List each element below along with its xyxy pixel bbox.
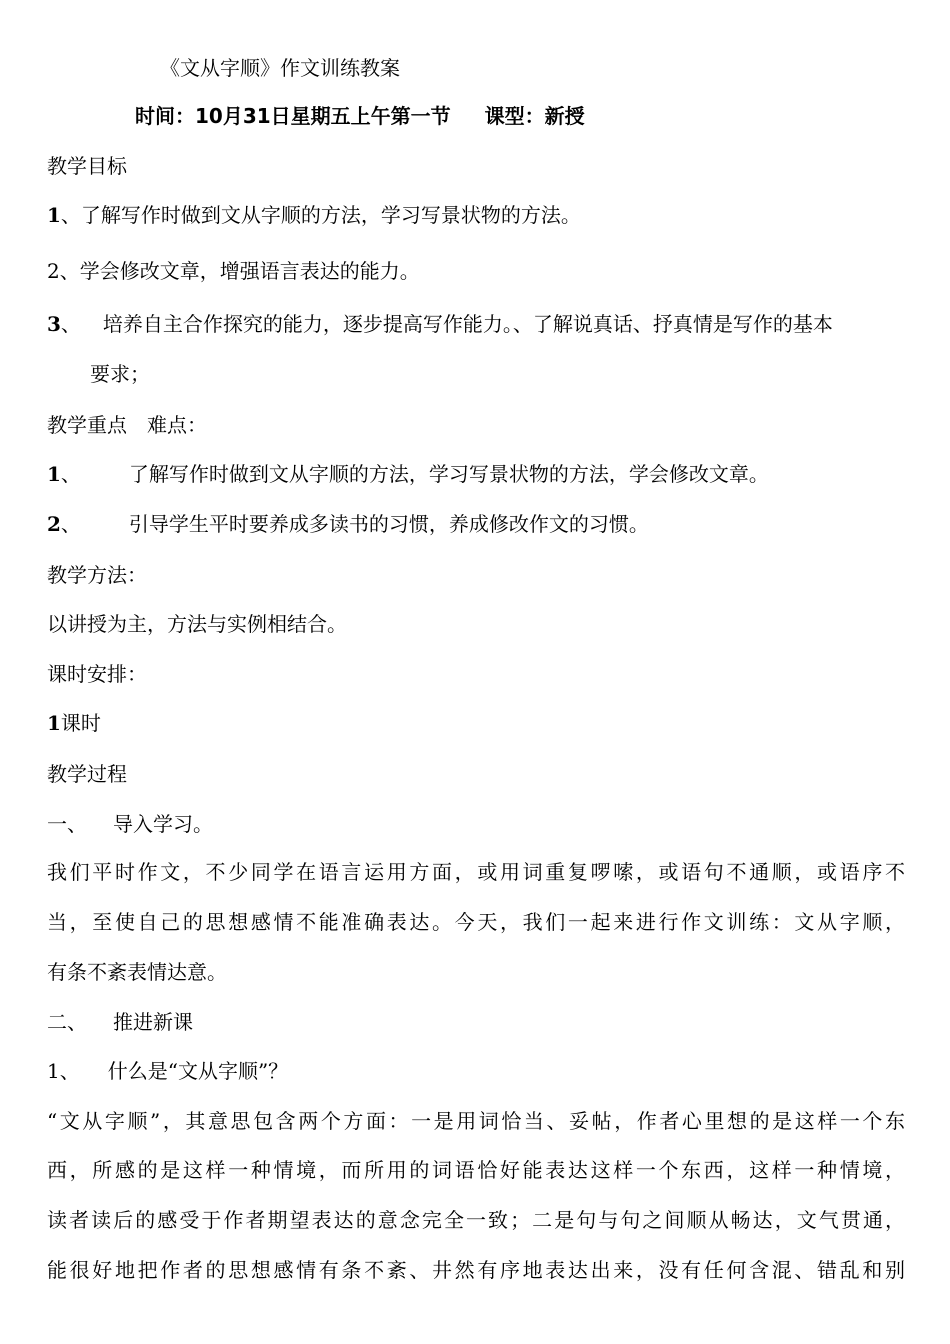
schedule-heading: 课时安排：: [47, 662, 147, 686]
explain-paragraph-line: 读者读后的感受于作者期望表达的意念完全一致；二是句与句之间顺从畅达，文气贯通，: [47, 1208, 905, 1232]
objective-separator: 、: [60, 203, 81, 227]
explain-paragraph-line: “文从字顺”，其意思包含两个方面：一是用词恰当、妥帖，作者心里想的是这样一个东: [47, 1109, 905, 1133]
objective-number: 1: [47, 203, 61, 227]
section-label: 一、: [47, 812, 87, 836]
lesson-type: 课型：新授: [484, 104, 585, 128]
objective-separator: 、: [59, 259, 80, 283]
section-title: 推进新课: [113, 1010, 193, 1034]
key-point-text: 引导学生平时要养成多读书的习惯，养成修改作文的习惯。: [128, 512, 649, 536]
section-2-heading: [47, 1008, 193, 1036]
explain-paragraph-line: 能很好地把作者的思想感情有条不紊、井然有序地表达出来，没有任何含混、错乱和别: [47, 1258, 905, 1282]
objective-text: 了解写作时做到文从字顺的方法，学习写景状物的方法。: [80, 203, 581, 227]
schedule-text: [47, 709, 101, 737]
method-text: 以讲授为主，方法与实例相结合。: [47, 612, 347, 636]
intro-paragraph-line: 当，至使自己的思想感情不能准确表达。今天，我们一起来进行作文训练：文从字顺，: [47, 910, 905, 934]
objective-text: 学会修改文章，增强语言表达的能力。: [79, 259, 420, 283]
objectives-heading: 教学目标: [47, 154, 127, 178]
key-point-item-1: [47, 460, 769, 488]
objective-item-3: [47, 310, 833, 338]
document-title: 《文从字顺》作文训练教案: [160, 56, 400, 80]
method-heading: 教学方法：: [47, 563, 147, 587]
explain-paragraph-line: 西，所感的是这样一种情境，而所用的词语恰好能表达这样一个东西，这样一种情境，: [47, 1158, 905, 1182]
objective-item-1: [47, 201, 581, 229]
key-point-number: 1: [47, 462, 61, 486]
schedule-number: 1: [47, 711, 61, 735]
section-1-heading: [47, 810, 213, 838]
key-point-text: 了解写作时做到文从字顺的方法，学习写景状物的方法，学会修改文章。: [128, 462, 769, 486]
subsection-title: 什么是“文从字顺”？: [107, 1059, 289, 1083]
process-heading: 教学过程: [47, 762, 127, 786]
objective-number: 3: [47, 312, 61, 336]
objective-separator: 、: [60, 312, 81, 336]
key-point-item-2: [47, 510, 649, 538]
section-label: 二、: [47, 1010, 87, 1034]
objective-text: 培养自主合作探究的能力，逐步提高写作能力。、了解说真话、抒真情是写作的基本: [102, 312, 833, 336]
intro-paragraph-line: 我们平时作文，不少同学在语言运用方面，或用词重复啰嗦，或语句不通顺，或语序不: [47, 860, 905, 884]
subsection-1-heading: [47, 1057, 288, 1085]
key-points-heading: 教学重点 难点：: [47, 413, 207, 437]
schedule-unit: 课时: [60, 711, 101, 735]
key-point-number: 2: [47, 512, 61, 536]
objective-number: 2: [47, 259, 60, 283]
subsection-label: 1、: [47, 1059, 80, 1083]
intro-paragraph-line: 有条不紊表情达意。: [47, 960, 227, 984]
section-title: 导入学习。: [113, 812, 213, 836]
lesson-info: [135, 102, 585, 130]
key-point-separator: 、: [60, 462, 81, 486]
key-point-separator: 、: [60, 512, 81, 536]
objective-item-3-continued: 要求；: [90, 362, 150, 386]
lesson-time: 时间：10月31日星期五上午第一节: [135, 104, 451, 128]
objective-item-2: [47, 257, 420, 285]
